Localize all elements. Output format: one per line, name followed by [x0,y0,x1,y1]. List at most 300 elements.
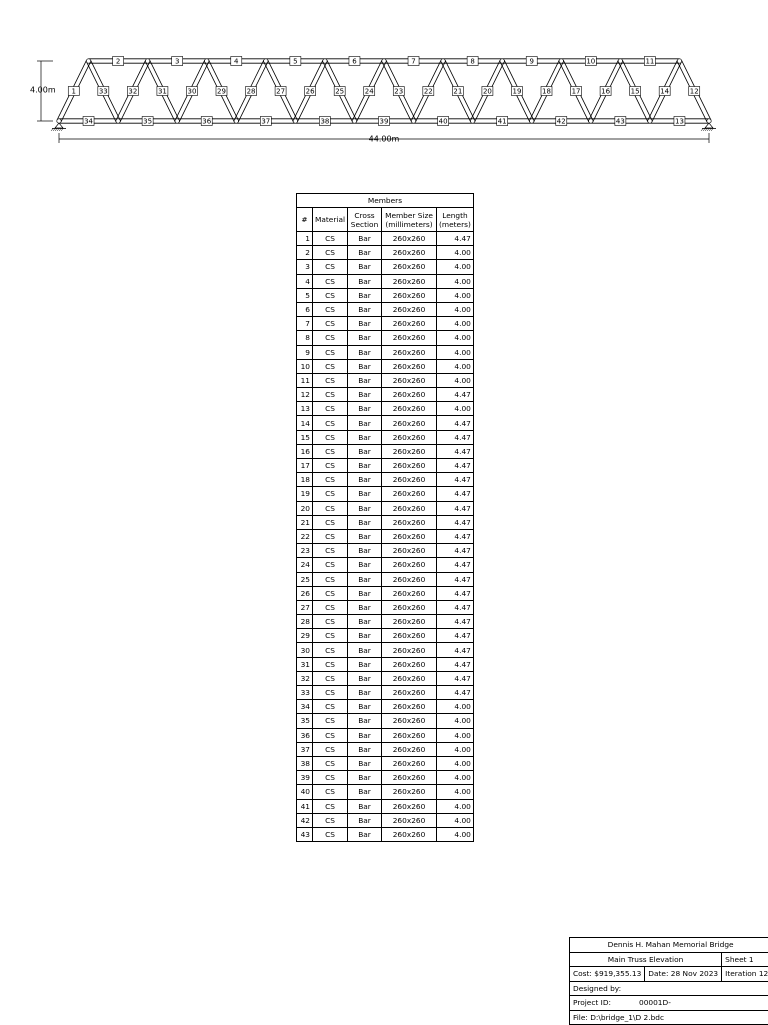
cell-member-size: 260x260 [382,827,437,841]
table-row [297,444,474,458]
cell-cross-section: Bar [348,728,382,742]
diagonal-label [305,87,316,96]
table-row [297,600,474,614]
joint [86,59,90,63]
cell-length: 4.00 [437,288,474,302]
cell-material: CS [313,728,348,742]
diagonal-label [600,87,611,96]
table-row [297,331,474,345]
cell-length: 4.47 [437,558,474,572]
cell-num: 27 [297,600,313,614]
svg-text:39: 39 [380,117,389,125]
diagonal-label [541,87,552,96]
top-chord-label [408,57,419,66]
cell-material: CS [313,643,348,657]
cell-cross-section: Bar [348,657,382,671]
cell-cross-section: Bar [348,430,382,444]
cell-num: 29 [297,629,313,643]
cell-cross-section: Bar [348,274,382,288]
table-row [297,430,474,444]
cell-length: 4.47 [437,529,474,543]
left-support [51,123,66,131]
top-chord-label [290,57,301,66]
svg-text:40: 40 [439,117,448,125]
cell-material: CS [313,686,348,700]
diagonal-label [98,87,109,96]
cell-num: 24 [297,558,313,572]
cell-member-size: 260x260 [382,515,437,529]
joint [352,119,356,123]
title-block [569,937,768,1025]
col-header-length: Length (meters) [437,208,474,232]
cell-material: CS [313,544,348,558]
svg-text:11: 11 [645,57,654,65]
cell-length: 4.47 [437,444,474,458]
table-row [297,686,474,700]
table-row [297,402,474,416]
cell-length: 4.47 [437,671,474,685]
cell-num: 11 [297,373,313,387]
members-table-body [297,232,474,842]
cell-num: 34 [297,700,313,714]
svg-text:35: 35 [143,117,152,125]
cell-num: 36 [297,728,313,742]
cell-material: CS [313,813,348,827]
cell-num: 20 [297,501,313,515]
sheet-number: Sheet 1 [722,952,768,967]
top-chord-label [172,57,183,66]
cell-cross-section: Bar [348,402,382,416]
table-row [297,544,474,558]
svg-text:33: 33 [99,87,108,95]
svg-text:20: 20 [483,87,492,95]
cell-length: 4.00 [437,813,474,827]
truss-joints [57,59,711,123]
svg-text:23: 23 [394,87,403,95]
cell-cross-section: Bar [348,827,382,841]
cell-cross-section: Bar [348,288,382,302]
cell-material: CS [313,302,348,316]
table-row [297,302,474,316]
cell-member-size: 260x260 [382,700,437,714]
svg-text:32: 32 [128,87,137,95]
cell-length: 4.00 [437,331,474,345]
joint [264,59,268,63]
diagonal-label [630,87,641,96]
cell-length: 4.47 [437,629,474,643]
cell-num: 3 [297,260,313,274]
cell-cross-section: Bar [348,501,382,515]
bottom-chord-label [201,117,212,126]
cell-member-size: 260x260 [382,430,437,444]
svg-text:2: 2 [116,57,120,65]
table-row [297,643,474,657]
cell-material: CS [313,558,348,572]
cell-length: 4.00 [437,345,474,359]
cell-length: 4.47 [437,686,474,700]
cell-member-size: 260x260 [382,742,437,756]
diagonal-label [68,87,79,96]
cell-member-size: 260x260 [382,373,437,387]
diagonal-label [246,87,257,96]
cell-member-size: 260x260 [382,544,437,558]
cell-num: 35 [297,714,313,728]
cell-length: 4.00 [437,700,474,714]
cell-cross-section: Bar [348,756,382,770]
cell-num: 31 [297,657,313,671]
cell-cross-section: Bar [348,444,382,458]
cell-member-size: 260x260 [382,388,437,402]
diagonal-label [216,87,227,96]
cell-length: 4.47 [437,501,474,515]
svg-text:28: 28 [247,87,256,95]
diagonal-label [482,87,493,96]
diagonal-label [127,87,138,96]
diagonal-label [689,87,700,96]
cell-num: 13 [297,402,313,416]
cell-num: 7 [297,317,313,331]
cell-material: CS [313,473,348,487]
dimension-lines [29,61,709,144]
cell-material: CS [313,444,348,458]
svg-text:27: 27 [276,87,285,95]
cell-cross-section: Bar [348,416,382,430]
cell-member-size: 260x260 [382,232,437,246]
bottom-chord-label [83,117,94,126]
cell-member-size: 260x260 [382,714,437,728]
cell-num: 16 [297,444,313,458]
cell-member-size: 260x260 [382,558,437,572]
svg-text:1: 1 [72,87,76,95]
cell-material: CS [313,629,348,643]
joint [530,119,534,123]
table-row [297,700,474,714]
cell-member-size: 260x260 [382,671,437,685]
truss-members [57,59,711,123]
cell-num: 43 [297,827,313,841]
cell-length: 4.00 [437,714,474,728]
table-row [297,827,474,841]
cell-member-size: 260x260 [382,728,437,742]
cell-num: 9 [297,345,313,359]
cell-cross-section: Bar [348,615,382,629]
cell-material: CS [313,331,348,345]
cell-member-size: 260x260 [382,444,437,458]
joint [677,59,681,63]
diagonal-label [511,87,522,96]
cell-member-size: 260x260 [382,459,437,473]
table-row [297,288,474,302]
cell-length: 4.47 [437,572,474,586]
span-dimension-label: 44.00m [369,135,400,144]
cell-num: 18 [297,473,313,487]
table-row [297,274,474,288]
svg-text:17: 17 [572,87,581,95]
cell-material: CS [313,402,348,416]
cell-cross-section: Bar [348,686,382,700]
cell-material: CS [313,756,348,770]
cell-member-size: 260x260 [382,288,437,302]
table-row [297,345,474,359]
cell-length: 4.47 [437,487,474,501]
table-row [297,586,474,600]
cell-material: CS [313,232,348,246]
cell-cross-section: Bar [348,302,382,316]
cell-member-size: 260x260 [382,785,437,799]
table-row [297,742,474,756]
cell-material: CS [313,459,348,473]
cell-num: 6 [297,302,313,316]
col-header-cross-section: Cross Section [348,208,382,232]
svg-text:38: 38 [320,117,329,125]
cell-material: CS [313,345,348,359]
cell-num: 21 [297,515,313,529]
table-row [297,388,474,402]
svg-text:14: 14 [660,87,669,95]
bottom-chord-label [438,117,449,126]
cell-material: CS [313,742,348,756]
diagonal-label [659,87,670,96]
table-row [297,260,474,274]
cell-length: 4.00 [437,771,474,785]
bottom-chord-label [379,117,390,126]
cell-length: 4.00 [437,756,474,770]
cell-material: CS [313,501,348,515]
joint [145,59,149,63]
cell-length: 4.00 [437,785,474,799]
cell-cross-section: Bar [348,232,382,246]
cell-member-size: 260x260 [382,473,437,487]
joint [441,59,445,63]
cell-cross-section: Bar [348,558,382,572]
cell-material: CS [313,586,348,600]
col-header-num: # [297,208,313,232]
cell-length: 4.47 [437,515,474,529]
cell-length: 4.00 [437,246,474,260]
cell-num: 42 [297,813,313,827]
cell-num: 41 [297,799,313,813]
cell-cross-section: Bar [348,487,382,501]
top-chord-label [585,57,596,66]
svg-text:9: 9 [529,57,533,65]
cell-num: 12 [297,388,313,402]
svg-text:5: 5 [293,57,297,65]
cell-num: 33 [297,686,313,700]
cell-num: 17 [297,459,313,473]
cell-length: 4.47 [437,657,474,671]
cell-member-size: 260x260 [382,686,437,700]
joint [175,119,179,123]
cell-length: 4.00 [437,260,474,274]
joint [500,59,504,63]
cell-material: CS [313,288,348,302]
svg-text:16: 16 [601,87,610,95]
cell-material: CS [313,274,348,288]
table-row [297,473,474,487]
cell-material: CS [313,317,348,331]
cell-length: 4.47 [437,459,474,473]
bottom-chord-label [497,117,508,126]
table-row [297,515,474,529]
cell-num: 40 [297,785,313,799]
table-row [297,232,474,246]
table-row [297,714,474,728]
cell-cross-section: Bar [348,643,382,657]
cell-length: 4.47 [437,600,474,614]
table-row [297,487,474,501]
cell-length: 4.00 [437,317,474,331]
bottom-chord-label [674,117,685,126]
cell-cross-section: Bar [348,771,382,785]
cell-length: 4.00 [437,274,474,288]
cost: Cost: $919,355.13 [570,967,645,982]
svg-text:31: 31 [158,87,167,95]
cell-material: CS [313,714,348,728]
joint [589,119,593,123]
cell-num: 28 [297,615,313,629]
table-row [297,246,474,260]
joint [559,59,563,63]
cell-member-size: 260x260 [382,799,437,813]
iteration: Iteration 12 [722,967,768,982]
cell-cross-section: Bar [348,359,382,373]
cell-member-size: 260x260 [382,345,437,359]
table-title: Members [297,194,474,208]
cell-num: 4 [297,274,313,288]
cell-material: CS [313,785,348,799]
cell-material: CS [313,529,348,543]
cell-member-size: 260x260 [382,331,437,345]
date: Date: 28 Nov 2023 [645,967,722,982]
svg-text:42: 42 [557,117,566,125]
cell-cross-section: Bar [348,529,382,543]
svg-text:7: 7 [411,57,415,65]
table-row [297,317,474,331]
table-row [297,558,474,572]
cell-num: 5 [297,288,313,302]
cell-cross-section: Bar [348,459,382,473]
project-name: Dennis H. Mahan Memorial Bridge [570,938,768,953]
cell-material: CS [313,771,348,785]
table-row [297,671,474,685]
project-id-row [570,996,768,1011]
svg-text:26: 26 [306,87,315,95]
diagonal-label [423,87,434,96]
cell-member-size: 260x260 [382,756,437,770]
designed-by: Designed by: [570,981,768,996]
cell-num: 8 [297,331,313,345]
cell-member-size: 260x260 [382,302,437,316]
cell-length: 4.00 [437,827,474,841]
joint [470,119,474,123]
svg-text:6: 6 [352,57,357,65]
cell-length: 4.00 [437,302,474,316]
svg-text:41: 41 [498,117,507,125]
cell-num: 2 [297,246,313,260]
cell-member-size: 260x260 [382,615,437,629]
svg-text:43: 43 [616,117,625,125]
cell-material: CS [313,615,348,629]
cell-length: 4.47 [437,544,474,558]
cell-num: 39 [297,771,313,785]
svg-text:34: 34 [84,117,93,125]
table-row [297,756,474,770]
cell-member-size: 260x260 [382,359,437,373]
cell-cross-section: Bar [348,317,382,331]
diagonal-label [393,87,404,96]
cell-material: CS [313,388,348,402]
svg-text:13: 13 [675,117,684,125]
cell-num: 14 [297,416,313,430]
cell-member-size: 260x260 [382,402,437,416]
cell-length: 4.47 [437,586,474,600]
cell-material: CS [313,600,348,614]
table-row [297,629,474,643]
joint [618,59,622,63]
cell-member-size: 260x260 [382,657,437,671]
cell-member-size: 260x260 [382,572,437,586]
cell-cross-section: Bar [348,813,382,827]
diagonal-label [364,87,375,96]
cell-material: CS [313,657,348,671]
bottom-chord-label [556,117,567,126]
cell-length: 4.47 [437,473,474,487]
svg-text:30: 30 [187,87,196,95]
svg-text:37: 37 [261,117,270,125]
diagonal-label [186,87,197,96]
svg-text:21: 21 [453,87,462,95]
joint [293,119,297,123]
cell-length: 4.47 [437,430,474,444]
cell-material: CS [313,487,348,501]
cell-length: 4.00 [437,373,474,387]
cell-material: CS [313,671,348,685]
svg-text:22: 22 [424,87,433,95]
table-row [297,501,474,515]
diagonal-label [157,87,168,96]
table-row [297,459,474,473]
table-row [297,785,474,799]
cell-cross-section: Bar [348,373,382,387]
top-chord-label [467,57,478,66]
cell-num: 22 [297,529,313,543]
cell-length: 4.47 [437,615,474,629]
cell-cross-section: Bar [348,785,382,799]
cell-member-size: 260x260 [382,600,437,614]
cell-cross-section: Bar [348,544,382,558]
cell-cross-section: Bar [348,799,382,813]
cell-num: 25 [297,572,313,586]
joint [205,59,209,63]
cell-member-size: 260x260 [382,771,437,785]
cell-cross-section: Bar [348,473,382,487]
cell-cross-section: Bar [348,388,382,402]
cell-length: 4.47 [437,232,474,246]
cell-length: 4.47 [437,388,474,402]
joint [648,119,652,123]
diagonal-label [275,87,286,96]
table-row [297,771,474,785]
cell-material: CS [313,260,348,274]
cell-material: CS [313,515,348,529]
cell-num: 37 [297,742,313,756]
table-row [297,615,474,629]
svg-text:19: 19 [512,87,521,95]
svg-text:18: 18 [542,87,551,95]
cell-cross-section: Bar [348,572,382,586]
svg-text:10: 10 [586,57,595,65]
cell-length: 4.00 [437,402,474,416]
